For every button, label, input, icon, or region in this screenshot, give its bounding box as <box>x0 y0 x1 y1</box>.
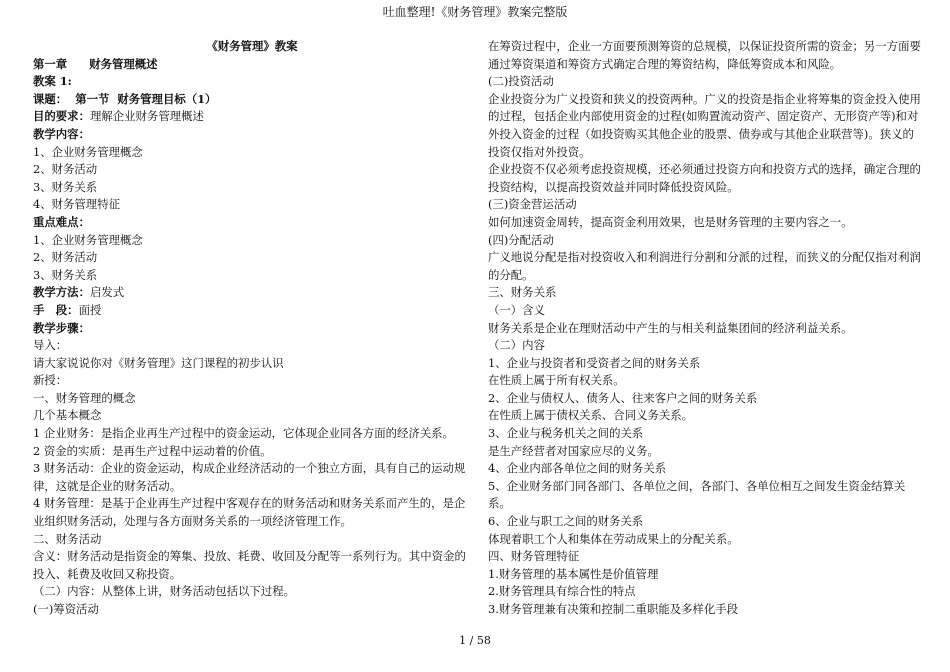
body-paragraph: （一）含义 <box>488 302 545 317</box>
content-label: 教学内容： <box>33 126 90 141</box>
body-paragraph: 几个基本概念 <box>33 408 102 423</box>
means-text: 面授 <box>78 302 102 317</box>
body-paragraph: 财务关系是企业在理财活动中产生的与相关利益集团间的经济利益关系。 <box>488 320 853 335</box>
means-label: 手 段： <box>33 302 79 317</box>
body-paragraph: 1 企业财务：是指企业再生产过程中的资金运动，它体现企业同各方面的经济关系。 <box>33 426 454 441</box>
content-item: 3、财务关系 <box>33 179 98 194</box>
body-paragraph: 2.财务管理具有综合性的特点 <box>488 584 636 599</box>
body-paragraph: 如何加速资金周转，提高资金利用效果，也是财务管理的主要内容之一。 <box>488 214 853 229</box>
key-label: 重点难点： <box>33 214 90 229</box>
key-item: 2、财务活动 <box>33 250 98 265</box>
body-paragraph: 二、财务活动 <box>33 531 102 546</box>
content-item: 4、财务管理特征 <box>33 197 120 212</box>
goal-label: 目的要求： <box>33 109 90 124</box>
lesson-label: 教案 1: <box>33 74 72 89</box>
key-item: 1、企业财务管理概念 <box>33 232 143 247</box>
left-column <box>33 38 471 619</box>
body-paragraph: 1.财务管理的基本属性是价值管理 <box>488 566 659 581</box>
body-paragraph: 一、财务管理的概念 <box>33 390 136 405</box>
body-paragraph: （二）内容 <box>488 338 545 353</box>
means-line <box>33 302 471 320</box>
body-paragraph: (一)筹资活动 <box>33 602 99 616</box>
page-number: 1 / 58 <box>459 634 491 647</box>
body-paragraph: 2、企业与债权人、债务人、往来客户之间的财务关系 <box>488 390 758 405</box>
body-paragraph: 3.财务管理兼有决策和控制二重职能及多样化手段 <box>488 602 739 616</box>
topic-line <box>33 91 471 109</box>
body-paragraph: 4 财务管理：是基于企业再生产过程中客观存在的财务活动和财务关系而产生的，是企业组织财务活动，处理与各方面财务关系的一项经济管理工作。 <box>33 496 466 529</box>
body-paragraph: 广义地说分配是指对投资收入和利润进行分割和分派的过程，而狭义的分配仅指对利润的分配。 <box>488 250 921 282</box>
steps-label: 教学步骤： <box>33 320 90 335</box>
body-paragraph: （二）内容：从整体上讲，财务活动包括以下过程。 <box>33 584 295 599</box>
topic-label: 课题： <box>33 91 68 106</box>
method-line <box>33 284 471 302</box>
body-paragraph: 3 财务活动：企业的资金运动，构成企业经济活动的一个独立方面，具有自己的运动规律，这就是企业的财务活动。 <box>33 461 466 493</box>
body-paragraph: 在性质上属于债权关系、合同义务关系。 <box>488 408 694 423</box>
body-paragraph: 企业投资分为广义投资和狭义的投资两种。广义的投资是指企业将筹集的资金投入使用的过程，包括企业内部使用资金的过程(如购置流动资产、固定资产、无形资产等)和对外投入资金的过程（如投资购买其他企业的股票、债券或与其他企业联营等)。狭义的投资仅指对外投资。 <box>488 91 921 159</box>
body-paragraph: 3、企业与税务机关之间的关系 <box>488 426 644 441</box>
body-paragraph: 四、财务管理特征 <box>488 549 580 564</box>
goal-text: 理解企业财务管理概述 <box>89 109 204 124</box>
body-paragraph: 含义：财务活动是指资金的筹集、投放、耗费、收回及分配等一系列行为。其中资金的投入、耗费及收回又称投资。 <box>33 549 466 581</box>
body-paragraph: (四)分配活动 <box>488 232 554 247</box>
body-paragraph: 4、企业内部各单位之间的财务关系 <box>488 461 667 476</box>
body-paragraph: 三、财务关系 <box>488 285 557 300</box>
chapter-name: 财务管理概述 <box>89 56 158 71</box>
body-paragraph: 2 资金的实质：是再生产过程中运动着的价值。 <box>33 443 272 458</box>
body-paragraph: 企业投资不仅必须考虑投资规模，还必须通过投资方向和投资方式的选择，确定合理的投资结构，以提高投资效益并同时降低投资风险。 <box>488 162 921 194</box>
body-paragraph: 6、企业与职工之间的财务关系 <box>488 514 644 529</box>
goal-line <box>33 108 471 126</box>
body-paragraph: 在性质上属于所有权关系。 <box>488 373 625 388</box>
content-item: 1、企业财务管理概念 <box>33 144 143 159</box>
body-paragraph: 5、企业财务部门同各部门、各单位之间，各部门、各单位相互之间发生资金结算关系。 <box>488 478 906 511</box>
body-paragraph: 导入： <box>33 338 68 353</box>
chapter-number: 第一章 <box>33 56 68 71</box>
body-paragraph: 在筹资过程中，企业一方面要预测筹资的总规模，以保证投资所需的资金；另一方面要通过筹资渠道和筹资方式确定合理的筹资结构，降低筹资成本和风险。 <box>488 39 921 71</box>
content-item: 2、财务活动 <box>33 162 98 177</box>
doc-title: 《财务管理》教案 <box>206 39 298 53</box>
body-paragraph: 体现着职工个人和集体在劳动成果上的分配关系。 <box>488 531 739 546</box>
right-column <box>488 38 924 619</box>
body-paragraph: 是生产经营者对国家应尽的义务。 <box>488 443 659 458</box>
body-paragraph: (二)投资活动 <box>488 74 554 89</box>
body-paragraph: 1、企业与投资者和受资者之间的财务关系 <box>488 355 701 370</box>
method-label: 教学方法： <box>33 285 90 300</box>
chapter-heading <box>33 56 471 74</box>
page-header: 吐血整理!《财务管理》教案完整版 <box>382 5 568 19</box>
method-text: 启发式 <box>89 285 125 300</box>
topic-name: 财务管理目标（1） <box>117 91 217 106</box>
body-paragraph: (三)资金营运活动 <box>488 197 577 212</box>
body-paragraph: 新授： <box>33 373 68 388</box>
key-item: 3、财务关系 <box>33 267 98 282</box>
body-paragraph: 请大家说说你对《财务管理》这门课程的初步认识 <box>33 355 284 370</box>
topic-section: 第一节 <box>75 91 110 106</box>
